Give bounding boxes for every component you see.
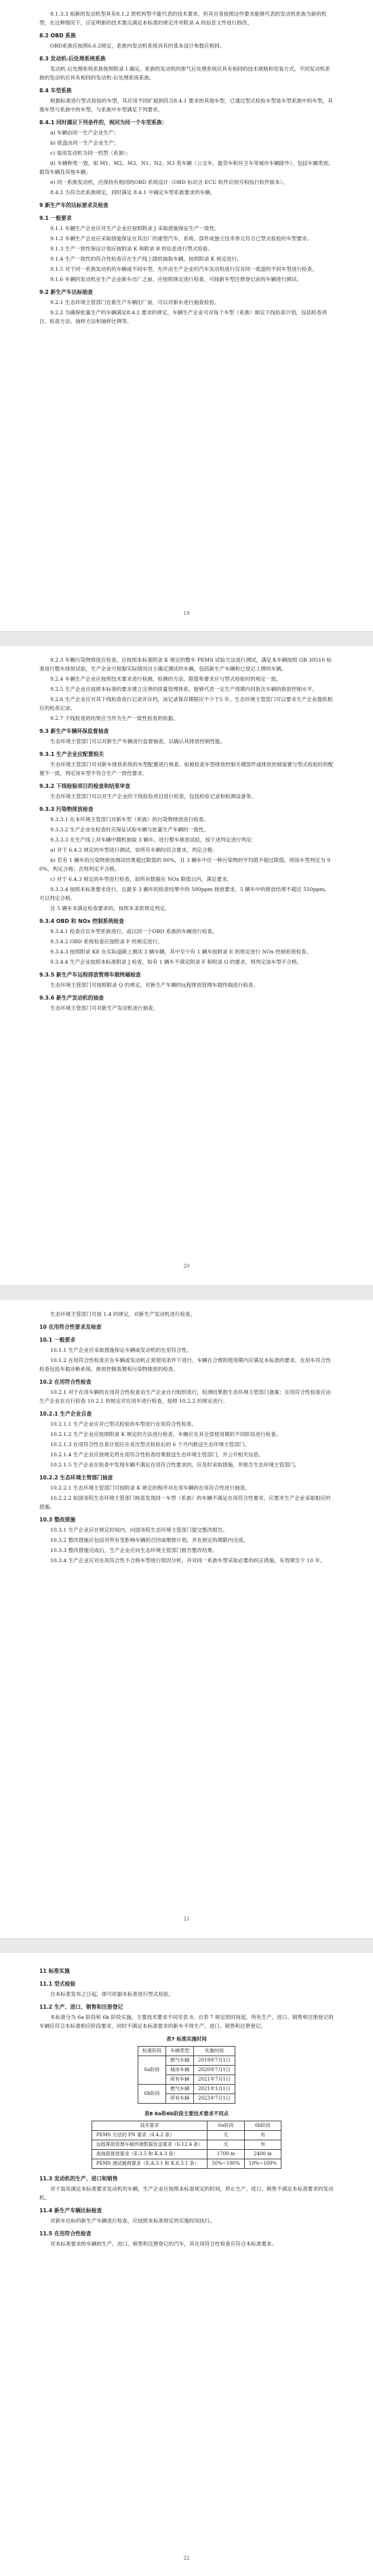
paragraph: 10.2.1.1 生产企业应对已型式检验的车型进行在用符合性检查。 <box>50 1421 197 1427</box>
paragraph: 根据标准进行型式检验的车型，其应用不同扩展到符合8.4.1 要求的其他车型，已通过型式检验车型是车型系族中的车型，其他车型与系族中的车型，与系族中车型满足下列要求。 <box>39 98 333 113</box>
paragraph: 10.3.4 生产企业应对在用符合性不合格车型进行原因分析，并对同一系族车型采取必要的纠正措施，有效期至少 10 年。 <box>50 1557 326 1564</box>
paragraph: c) 装用发动机为同一机型（系族）； <box>50 150 132 156</box>
document-page-3 <box>0 1300 373 1938</box>
paragraph: 生态环境主管部门可以对新生产车辆进行监督抽查，以确认其排放控制性能。 <box>50 738 226 744</box>
table-cell: 所有车辆 <box>166 2075 194 2085</box>
table-row <box>138 2056 235 2066</box>
paragraph: a) 对于 6.4.2 规定的车型进行测试，如所有车辆均符合要求，判定合格； <box>50 847 218 853</box>
section-heading: 9.2 新生产车达标抽查 <box>39 289 93 295</box>
page-separator <box>0 1285 373 1302</box>
table-7 <box>138 2046 235 2104</box>
document-page-1 <box>0 0 373 631</box>
section-heading: 9.1 一般要求 <box>39 215 72 221</box>
table-cell: PEMS 测试载荷要求（E.A.3.1 和 K.8.3.1 条） <box>92 2159 208 2169</box>
paragraph: 8.1.3.3 如新的发动机型具有8.1.2 款机构型不能代表的技术要求，但其自身按照这些要求能够代表的发动机系族为新的机型，在这种情况下，应证明新的技术要点满足本标准的规定并对附录 A 的信息文件进行修改。 <box>39 11 327 26</box>
section-heading: 11.2 生产、进口、销售和注册登记 <box>39 2004 123 2010</box>
table-cell: 2019年7月1日 <box>194 2056 235 2066</box>
table-cell: 所有车辆 <box>166 2094 194 2104</box>
table-row <box>138 2085 235 2094</box>
paragraph: 10.2.1.5 生产企业在检查中发现车辆不满足在用符合性要求的，应及时采取措施，并报告生态环境主管部门。 <box>50 1462 300 1468</box>
section-heading: 10.2.2 生态环境主管部门抽查 <box>39 1475 113 1481</box>
section-heading: 8.4 车型系族 <box>39 88 72 94</box>
paragraph: 注 5 辆车未满足检查要求的，按照本条款规定判定。 <box>50 905 170 911</box>
section-heading: 8.4.1 同时满足下列条件的，视同为同一个车型系族： <box>39 119 168 126</box>
page-number: 21 <box>183 1916 190 1922</box>
section-heading: 9.3.5 新生产车远程排放管理车载终端检查 <box>39 972 141 978</box>
table-cell: 10%~100% <box>244 2159 281 2169</box>
paragraph: 9.1.6 车辆的发动机在生产企业新车出厂之前，应按照规定进行检查，可按新车型注册登记前的车辆进行测试。 <box>50 276 302 282</box>
table-cell: 50%~100% <box>208 2159 244 2169</box>
table-cell: 城市车辆 <box>166 2066 194 2075</box>
page-number: 20 <box>183 1264 190 1269</box>
table-cell: 6b阶段 <box>138 2085 166 2104</box>
paragraph: OBD系族应按照6.6.2规定，系族内发动机系统具有的基本设计参数应相同。 <box>50 43 225 49</box>
section-heading: 11 标准实施 <box>39 1968 70 1974</box>
table-cell: 燃气车辆 <box>166 2085 194 2094</box>
paragraph: d) 车辆种类一致，如 M1、M2、M3、N1、N2、N3 类车辆（公交车、载货车和环卫车等城市车辆除外），包括车辆类别、载货车辆及其他车辆； <box>39 160 334 175</box>
paragraph: 自本标准发布之日起，即可依据本标准进行型式检验。 <box>50 1991 174 1997</box>
paragraph: 对新车达标的新生产车辆进行检查，应按照本标准规定的实施时间执行。 <box>50 2218 215 2224</box>
table-row <box>92 2131 281 2140</box>
table-cell: PEMS 方法的 PN 要求（6.4.2 条） <box>92 2131 208 2140</box>
table-cell: 有 <box>244 2131 281 2140</box>
paragraph: 9.3.3.3 在生产线上对车辆中随机抽取 3 辆车，进行整车排放试验，按下述判定进行判定： <box>50 837 257 843</box>
table-cell: 2023年7月1日 <box>194 2094 235 2104</box>
section-heading: 8.3 发动机-后处理系统系族 <box>39 56 106 62</box>
section-heading: 9.3.6 新生产发动机的抽查 <box>39 995 104 1001</box>
paragraph: 10.1.2 在用符合性检查应在车辆或发动机正常使用条件下进行。车辆在合理的使用期内应满足本标准的要求。在用车符合性检查包括车载诊断系统、排放控制装置和污染物排放的检查。 <box>39 1357 331 1372</box>
table-header: 标准阶段 <box>138 2047 166 2056</box>
paragraph: 9.1.1 车辆生产企业应对生产企业应按照附录 J 采取措施保证生产一致性。 <box>50 225 220 231</box>
table-cell: 2021年7月1日 <box>194 2075 235 2085</box>
paragraph: 10.2.1.3 在用符合性自查计划应在首次型式检验后的 6 个月内报送生态环境主管部门。 <box>50 1441 250 1447</box>
table-cell: 无 <box>208 2140 244 2150</box>
paragraph: 9.1.5 对于同一系族发动机的车辆或不同车型，允许由生产企业的汽车发动机进行仅对同一底盘的不同车型进行检查。 <box>50 266 317 272</box>
table-header: 车辆类型 <box>166 2047 194 2056</box>
section-heading: 11.5 在用符合性检查 <box>39 2231 92 2237</box>
paragraph: 10.2.2.2 如国务院生态环境主管部门核查发现同一车型（系族）的车辆不满足在用符合性要求，应要求生产企业采取相应的措施。 <box>39 1495 331 1510</box>
table-cell: 无 <box>208 2131 244 2140</box>
table-cell: 6a阶段 <box>138 2056 166 2085</box>
paragraph: 10.2.1 对于在用车辆的在用符合性检查由生产企业自行组织进行，检测结果报生态环境主管部门备案；在用符合性检查应由生产企业在自行检查 10.2.1 的规定对在用车进行检查，按照 10.2.2 的规定进行。 <box>39 1389 331 1404</box>
paragraph: 9.2.6 生产企业应对其下线检查进行记录并存档，该记录保存期限应不少于5 年。生态环境主管部门可以要求生产企业提供相应的检查记录。 <box>39 696 333 711</box>
paragraph: c) 对于 6.4.3 规定的车型进行检查，如所有数据在 NOx 限值以内，满足要求。 <box>50 876 233 882</box>
section-heading: 10.1 一般要求 <box>39 1337 76 1343</box>
paragraph: 9.3.3.1 在本环境主管部门对新车型（系族）的污染物排放进行检查。 <box>50 816 210 822</box>
paragraph: 9.2.1 生态环境主管部门在新生产车辆出厂前，可以对新车进行抽查检验。 <box>50 299 220 305</box>
table-cell: 2020年7月1日 <box>194 2066 235 2075</box>
paragraph: 10.3.1 生产企业应在规定时间内，向国务院生态环境主管部门提交整改报告。 <box>50 1527 228 1533</box>
paragraph: 9.3.4.4 生产企业按照本标准附录 J 检查，如有 1 辆车不满足附录 F 和附录 G 的要求，则判定该车型不合格。 <box>50 959 302 965</box>
table-row <box>92 2150 281 2159</box>
paragraph: 对于装用满足本标准要求发动机的车辆，生产企业应按照本标准规定的时间，停止生产、进口、销售不满足本标准要求的发动机。 <box>39 2186 334 2201</box>
table-cell: 1700 m <box>208 2150 244 2159</box>
page-content <box>39 1963 334 2250</box>
section-heading: 10.2 在用符合性检查 <box>39 1379 92 1385</box>
paragraph: 10.2.2.1 生态环境主管部门可按附录 K 规定的程序对在用车辆的在用符合性进行抽查。 <box>50 1485 250 1491</box>
page-content <box>39 656 334 1014</box>
page-separator <box>0 631 373 647</box>
paragraph: 发动机-后处理系统系族按照附录 I 确定。系族的发动机的排气后处理系统应具有相同的技术规格和安装方式，不同发动机系族的发动机应具有相同的发动机-后处理系统系族。 <box>39 66 330 81</box>
paragraph: 生态环境主管部门可以对生产企业的下线检验项目进行检查，包括检验记录和检测设备等。 <box>50 793 256 799</box>
page-content <box>39 1310 334 1566</box>
paragraph: 9.3.3.4 按照本标准要求进行，且最多 3 辆车的检查结果中的 500ppm 排放要求，5 辆车中的排放结果不超过 550ppm，可以判定合格。 <box>39 886 330 901</box>
paragraph: 9.3.4.2 OBD 系统检查应按附录 F 的规定进行。 <box>50 939 163 945</box>
paragraph: 生态环境主管部门可按 1.4 的规定，对新生产发动机进行检查。 <box>50 1311 196 1317</box>
table-header: 6b阶段 <box>244 2121 281 2131</box>
table-cell: 燃气车辆 <box>166 2056 194 2066</box>
table-header: 实施时间 <box>194 2047 235 2056</box>
table-7-caption: 表7 标准实施时间 <box>166 2036 207 2042</box>
table-cell: 有 <box>244 2140 281 2150</box>
table-8 <box>92 2121 281 2169</box>
paragraph: 9.3.4.1 检查应以车型系族进行，或以同一个OBD 系族的车辆进行检查。 <box>50 928 218 934</box>
paragraph: 10.1.1 生产企业应采取措施保证车辆或发动机的在用符合性。 <box>50 1347 192 1353</box>
paragraph: 9.2.7 下线检查的结果应当作为生产一致性检查的依据。 <box>50 715 178 721</box>
paragraph: 10.2.1.2 生产企业应按照附录 K 规定的方法进行检查，车辆应在其全部使用期的不同阶段进行检查。 <box>50 1431 281 1437</box>
paragraph: 10.3.3 整改措施完成后，生产企业应向生态环境主管部门报告整改结果。 <box>50 1547 218 1553</box>
table-cell: 2021年1月1日 <box>194 2085 235 2094</box>
section-heading: 11.3 发动机的生产、进口和销售 <box>39 2176 118 2182</box>
paragraph: 9.1.3 生产一致性保证计划应按附录 K 和附录 B 的信息进行型式检验。 <box>50 246 214 252</box>
section-heading: 9.3 新生产车辆环保监督抽查 <box>39 728 109 734</box>
paragraph: 本标准分为 6a 阶段和 6b 阶段实施，主要技术要求不同见表 8。自表 7 规定的时间起，所有生产、进口、销售和注册登记的车辆应符合本标准相应阶段要求，同时不满足本标准要求的新车不得生产、进口、销售和注册登记。 <box>39 2014 334 2029</box>
paragraph: 9.2.2 为确保批量生产的车辆满足8.4.2 要求的规定，车辆生产企业可对每个车型（系族）制定下线检查计划，包括检查项目、检查方法、抽样方法和抽样比例等。 <box>39 309 327 324</box>
document-page-4 <box>0 1953 373 2576</box>
paragraph: 生态环境主管部门可按照附录 Q 的规定，对新生产车辆的远程排放管理车载终端进行检查。 <box>50 982 259 988</box>
table-8-caption: 表8 6a和6b阶段主要技术要求不同点 <box>144 2110 229 2117</box>
table-cell: 高海拔排放要求（E.3.5 和 K.4.3 条） <box>92 2150 208 2159</box>
page-number: 22 <box>183 2556 190 2561</box>
table-row <box>92 2140 281 2150</box>
table-header: 技术要求 <box>92 2121 208 2131</box>
table-cell: 2400 m <box>244 2150 281 2159</box>
document-page-2 <box>0 646 373 1285</box>
paragraph: 生态环境主管部门可对新车排放系统的车型配置进行核查。如被检查车型排放控制关键部件或排放控制装置与型式检验时的配置不一致，判定该车型不符合生产一致性要求。 <box>39 761 334 776</box>
section-heading: 9.3.3 污染物排放检查 <box>39 806 94 812</box>
paragraph: 9.3.3.2 生产企业在检查时应保证试验车辆与批量生产车辆的一致性。 <box>50 827 210 833</box>
section-heading: 9.3.4 OBD 和 NOx 控制系统检查 <box>39 918 124 924</box>
paragraph: 9.2.3 车辆污染物排放应检查，应按照本标准附录 K 规定的整车 PEMS 试验方法进行测试，满足本车辆按照 GB 30510 标准进行整车排放试验，生产企业可根据实际情况自主确定测试的车辆，包括新生产车辆和已登记上牌的车辆。 <box>39 657 332 672</box>
paragraph: 9.1.2 车辆生产企业应采取措施保证在其出厂的重型汽车、系统、部件或独立技术单元符合已型式检验的车型要求。 <box>50 235 313 242</box>
paragraph: 对本标准要求的车辆的生产、进口、销售和注册登记的汽车，其在用符合性检查应符合本标准要求。 <box>50 2241 277 2247</box>
section-heading: 9.3.1 生产企业应配置相关 <box>39 751 104 757</box>
table-header: 6a阶段 <box>208 2121 244 2131</box>
paragraph: 10.3.2 整改措施应包括对所有受影响车辆的召回或维修计划，并在规定的期限内完成。 <box>50 1537 249 1543</box>
section-heading: 10.2.1 生产企业自查 <box>39 1411 92 1417</box>
paragraph: 9.2.4 车辆生产企业应按照技术要求进行检测，检测的方法、限值和要求应与型式检验时的规定一致。 <box>50 676 281 682</box>
section-heading: 9 新生产车的达标要求及检查 <box>39 202 109 208</box>
paragraph: 9.1.4 生产一致性的符合性检查应在生产线上随机抽取车辆，按照附录 K 规定进行。 <box>50 256 242 262</box>
paragraph: 9.3.4.3 按照附录 KE 在实际道路上测试 3 辆车辆，其中至少有 1 辆车按附录 E 的规定进行 NOx 控制系统检查。 <box>50 949 312 955</box>
paragraph: b) 底盘由同一生产企业生产； <box>50 140 119 146</box>
paragraph: 10.2.1.4 生产企业应按规定将在用符合性检查结果报送生态环境主管部门，并公开相关信息。 <box>50 1452 264 1458</box>
table-row <box>92 2159 281 2169</box>
section-heading: 8.2 OBD 系族 <box>39 33 76 39</box>
paragraph: e) 同一系族发动机，应保持有相同的OBD 系统设计（OBD 标识含 ECU 软件识别号和执行软件版本）。 <box>50 179 288 185</box>
section-heading: 10.3 整改措施 <box>39 1517 76 1523</box>
paragraph: a) 车辆由同一生产企业生产； <box>50 130 119 136</box>
page-content <box>39 10 334 327</box>
section-heading: 9.3.2 下线检验项目的检查和结果审查 <box>39 783 131 789</box>
section-heading: 11.4 新生产车辆达标检查 <box>39 2208 102 2214</box>
paragraph: 9.2.5 生产企业应按照本标准的要求建立完善的质量管理体系，能够代表一定生产周期内同批次车辆的排放控制水平。 <box>50 686 317 692</box>
page-number: 19 <box>183 611 190 616</box>
paragraph: 生态环境主管部门可对新生产发动机进行抽查。 <box>50 1005 159 1011</box>
section-heading: 11.1 型式检验 <box>39 1981 76 1987</box>
paragraph: 8.4.2 为符合此系族规定，同时满足 8.4.1 中确定车型系族要求的车辆。 <box>50 189 216 195</box>
paragraph: b) 若有 1 辆车的污染物排放测试结果超过限值的 80%，且 3 辆车中任一种污染物的平均值不超过限值，则该车型判定为 90%，判定合格；否则判定不合格。 <box>39 857 330 872</box>
table-cell: 远程排放管理车载终端数据发送要求（6.12.4 条） <box>92 2140 208 2150</box>
section-heading: 10 在用符合性要求及检查 <box>39 1324 102 1330</box>
page-separator <box>0 1938 373 1954</box>
